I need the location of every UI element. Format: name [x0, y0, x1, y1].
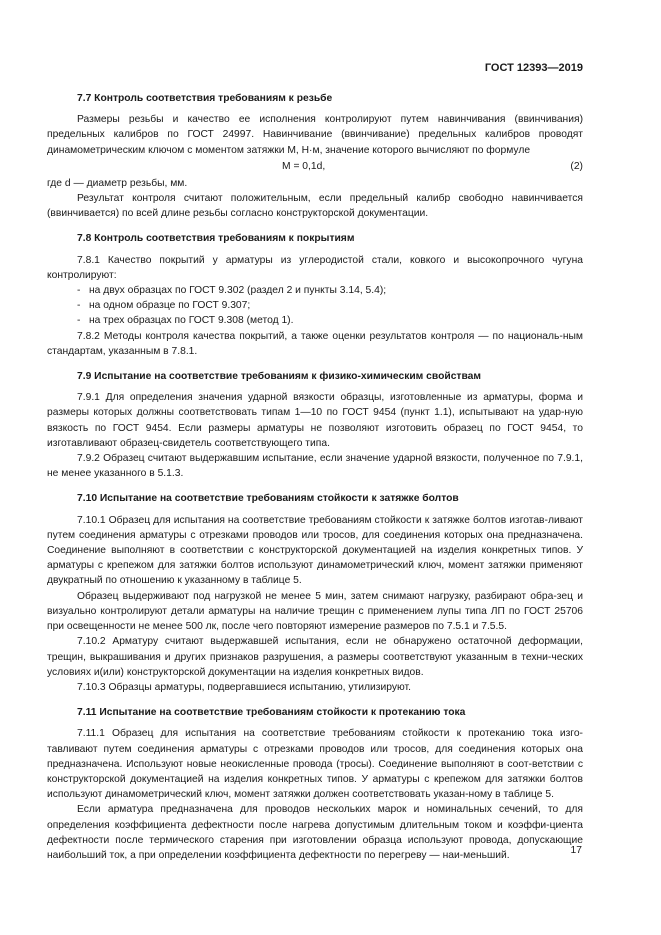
- paragraph: 7.8.1 Качество покрытий у арматуры из углеродистой стали, ковкого и высокопрочного чугуна контролируют:: [47, 254, 583, 281]
- list-item: - на трех образцах по ГОСТ 9.308 (метод 1).: [77, 315, 294, 327]
- paragraph: Размеры резьбы и качество ее исполнения контролируют путем навинчивания (ввинчивания) предельных калибров по ГОСТ 24997. Навинчивание (ввинчивание) предельных калибров проводят динамометрическим ключом с моментом затяжки М, Н·м, значение которого вычисляют по формуле: [47, 114, 583, 156]
- section-title-7-8: 7.8 Контроль соответствия требованиям к покрытиям: [77, 233, 355, 245]
- section-title-7-9: 7.9 Испытание на соответствие требованиям к физико-химическим свойствам: [77, 371, 482, 383]
- paragraph: 7.10.1 Образец для испытания на соответствие требованиям стойкости к затяжке болтов изготав-ливают путем соединения арматуры с отрезками проводов или тросов, для соединения которых она предназначена. Соединение выполняют в соответствии с конструкторской документацией на изделия конкретных типов. У арматуры с крепежом для затяжки болтов используют динамометрический ключ, момент затяжки применяют двукратный по отношению к указанному в таблице 5.: [47, 514, 583, 587]
- paragraph: 7.8.2 Методы контроля качества покрытий, а также оценки результатов контроля — по националь-ным стандартам, указанным в 7.8.1.: [47, 330, 583, 357]
- formula-number: (2): [570, 160, 583, 172]
- paragraph: 7.9.2 Образец считают выдержавшим испытание, если значение ударной вязкости, полученное по 7.9.1, не менее указанного в 5.1.3.: [47, 453, 583, 480]
- section-title-7-11: 7.11 Испытание на соответствие требованиям стойкости к протеканию тока: [77, 707, 466, 719]
- paragraph: 7.10.3 Образцы арматуры, подвергавшиеся испытанию, утилизируют.: [77, 681, 411, 693]
- list-item: - на одном образце по ГОСТ 9.307;: [77, 300, 251, 312]
- paragraph: 7.10.2 Арматуру считают выдержавшей испытания, если не обнаружено остаточной деформации, трещин, выкрашивания и других признаков разрушения, а размеры соответствуют указанным в техни-ческих условиях и(или) конструкторской документации на изделия конкретных видов.: [47, 636, 583, 678]
- section-title-7-7: 7.7 Контроль соответствия требованиям к резьбе: [77, 93, 333, 104]
- paragraph: Результат контроля считают положительным, если предельный калибр свободно навинчивается (ввинчивается) по всей длине резьбы согласно конструкторской документации.: [47, 193, 583, 220]
- section-title-7-10: 7.10 Испытание на соответствие требованиям стойкости к затяжке болтов: [77, 493, 459, 505]
- paragraph: 7.9.1 Для определения значения ударной вязкости образцы, изготовленные из арматуры, форма и размеры которых должны соответствовать типам 1—10 по ГОСТ 9454 (пункт 1.1), испытывают на удар-ную вязкость по ГОСТ 9454. Если размеры арматуры не позволяют изготовить образец по ГОСТ 9454, то изготавливают образец-свидетель соответствующего типа.: [47, 392, 583, 449]
- formula-block: [47, 159, 583, 175]
- document-body: [47, 88, 583, 863]
- list-item: - на двух образцах по ГОСТ 9.302 (раздел 2 и пункты 3.14, 5.4);: [77, 285, 387, 297]
- document-header: ГОСТ 12393—2019: [484, 62, 583, 74]
- formula: M = 0,1d,: [282, 160, 326, 172]
- paragraph: Если арматура предназначена для проводов нескольких марок и номинальных сечений, то для определения коэффициента дефектности после нагрева допустимым длительным током и коэффи-циента дефектности после термического старения при изготовлении образца используют провода, допускающие наибольший ток, а при определении коэффициента дефектности по перегреву — наи-меньший.: [47, 804, 583, 861]
- paragraph: где d — диаметр резьбы, мм.: [47, 177, 188, 189]
- paragraph: Образец выдерживают под нагрузкой не менее 5 мин, затем снимают нагрузку, разбирают обра-зец и визуально контролируют детали арматуры на наличие трещин с применением лупы типа ЛП по ГОСТ 25706 при освещенности не менее 500 лк, после чего повторяют измерение размеров по 7.5.1 и 7.5.5.: [47, 590, 583, 633]
- paragraph: 7.11.1 Образец для испытания на соответствие требованиям стойкости к протеканию тока изго-тавливают путем соединения арматуры с отрезками проводов или тросов, для соединения которых она предназначена. Используют новые неокисленные провода (тросы). Соединение выполняют в соот-ветствии с конструкторской документацией на изделия конкретных типов. У арматуры с крепежом для затяжки болтов используют динамометрический ключ, момент затяжки должен соответствовать указан-ному в таблице 5.: [47, 728, 583, 801]
- page-number: 17: [570, 845, 582, 856]
